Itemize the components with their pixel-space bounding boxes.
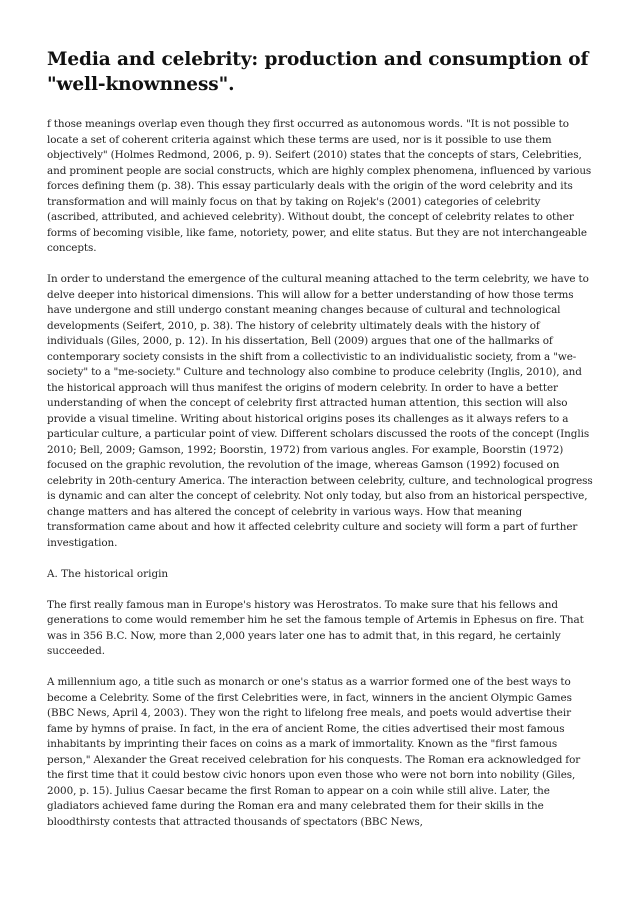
- paragraph-intro: f those meanings overlap even though they first occurred as autonomous words. "It is not possible to locate a set of coherent criteria against which these terms are used, nor is it possible to use them objectively" (Holmes Redmond, 2006, p. 9). Seifert (2010) states that the concepts of stars, Celebrities, and prominent people are social constructs, which are highly complex phenomena, influenced by various forces defining them (p. 38). This essay particularly deals with the origin of the word celebrity and its transformation and will mainly focus on that by taking on Rojek's (2001) categories of celebrity (ascribed, attributed, and achieved celebrity). Without doubt, the concept of celebrity relates to other forms of becoming visible, like fame, notoriety, power, and elite status. But they are not interchangeable concepts.: [47, 118, 592, 254]
- document-page: [47, 47, 593, 846]
- paragraph-millennium: A millennium ago, a title such as monarch or one's status as a warrior formed one of the best ways to become a Celebrity. Some of the first Celebrities were, in fact, winners in the ancient Olympic Games (BBC News, April 4, 2003). They won the right to lifelong free meals, and poets would advertise their fame by hymns of praise. In fact, in the era of ancient Rome, the cities advertised their most famous inhabitants by imprinting their faces on coins as a mark of immortality. Known as the "first famous person," Alexander the Great received celebration for his conquests. The Roman era acknowledged for the first time that it could bestow civic honors upon even those who were not born into nobility (Giles, 2000, p. 15). Julius Caesar became the first Roman to appear on a coin while still alive. Later, the gladiators achieved fame during the Roman era and many celebrated them for their skills in the bloodthirsty contests that attracted thousands of spectators (BBC News,: [47, 676, 581, 828]
- section-heading: A. The historical origin: [47, 567, 169, 580]
- document-title: Media and celebrity: production and consumption of "well-knownness".: [47, 49, 589, 95]
- paragraph-herostratos: The first really famous man in Europe's history was Herostratos. To make sure that his fellows and generations to come would remember him he set the famous temple of Artemis in Ephesus on fire. That was in 356 B.C. Now, more than 2,000 years later one has to admit that, in this regard, he certainly succeeded.: [47, 598, 584, 657]
- paragraph-history: In order to understand the emergence of the cultural meaning attached to the term celebrity, we have to delve deeper into historical dimensions. This will allow for a better understanding of how those terms have undergone and still undergo constant meaning changes because of cultural and technological developments (Seifert, 2010, p. 38). The history of celebrity ultimately deals with the history of individuals (Giles, 2000, p. 12). In his dissertation, Bell (2009) argues that one of the hallmarks of contemporary society consists in the shift from a collectivistic to an individualistic society, from a "we-society" to a "me-society." Culture and technology also combine to produce celebrity (Inglis, 2010), and the historical approach will thus manifest the origins of modern celebrity. In order to have a better understanding of when the concept of celebrity first attracted human attention, this section will also provide a visual timeline. Writing about historical origins poses its challenges as it always refers to a particular culture, a particular point of view. Different scholars discussed the roots of the concept (Inglis 2010; Bell, 2009; Gamson, 1992; Boorstin, 1972) from various angles. For example, Boorstin (1972) focused on the graphic revolution, the revolution of the image, whereas Gamson (1992) focused on celebrity in 20th-century America. The interaction between celebrity, culture, and technological progress is dynamic and can alter the concept of celebrity. Not only today, but also from an historical perspective, change matters and has altered the concept of celebrity in various ways. How that meaning transformation came about and how it affected celebrity culture and society will form a part of further investigation.: [47, 273, 593, 549]
